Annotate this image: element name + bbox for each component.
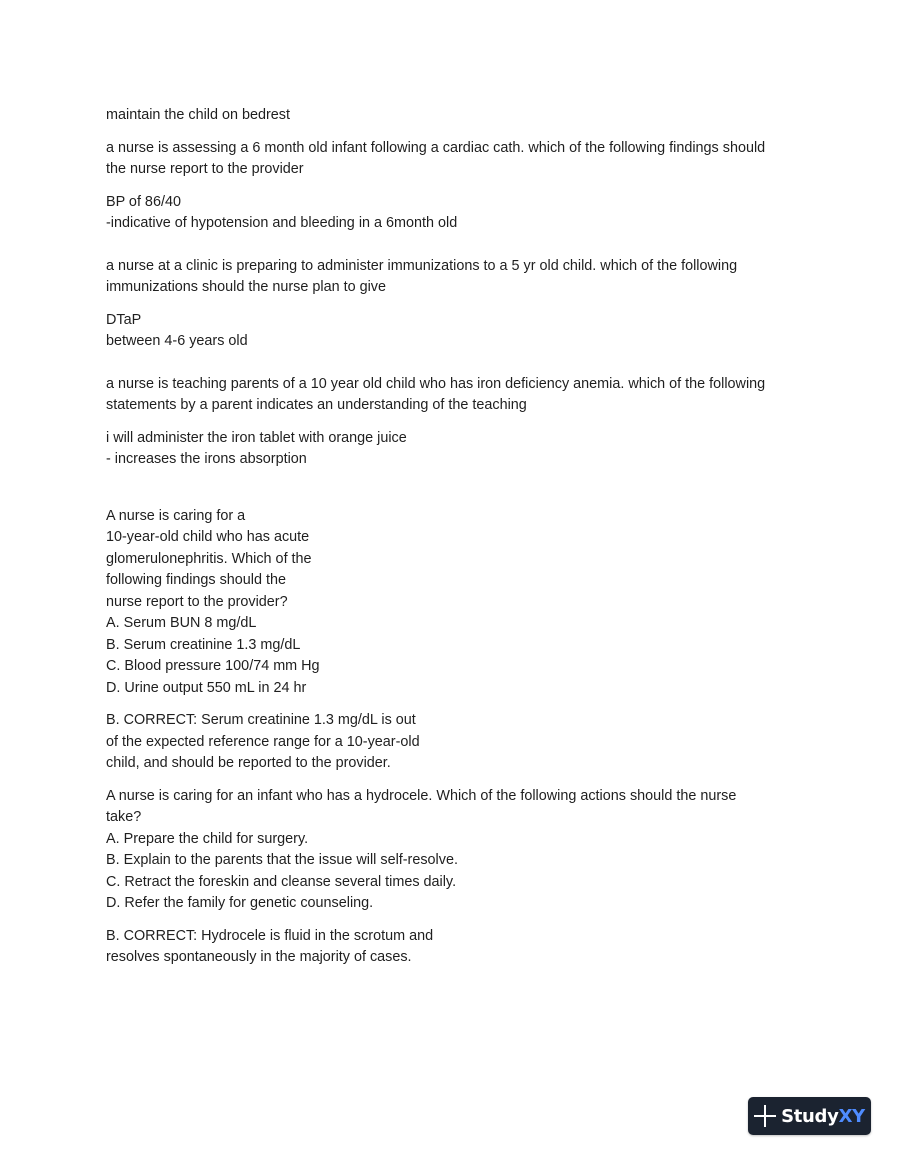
text-line: 10-year-old child who has acute: [106, 529, 310, 545]
text-line: the nurse report to the provider: [106, 161, 304, 177]
logo-text: [781, 1106, 865, 1127]
option-b: B. Serum creatinine 1.3 mg/dL: [106, 636, 301, 653]
question-cardiac-cath: [106, 138, 806, 181]
text-line: take?: [106, 809, 142, 825]
text-line: between 4-6 years old: [106, 333, 248, 349]
text-line: A nurse is caring for an infant who has a hydrocele. Which of the following actions should the nurse: [106, 787, 737, 804]
text-line: a nurse is teaching parents of a 10 year old child who has iron deficiency anemia. which of the following: [106, 375, 766, 392]
answer-immunizations: [106, 310, 806, 353]
option-a: A. Serum BUN 8 mg/dL: [106, 615, 257, 631]
plus-icon: [754, 1105, 776, 1127]
text-line: a nurse at a clinic is preparing to administer immunizations to a 5 yr old child. which of the following: [106, 257, 738, 274]
answer-glomerulonephritis: [106, 710, 806, 775]
text-line: BP of 86/40: [106, 193, 181, 210]
text-line: A nurse is caring for a: [106, 507, 246, 524]
spacer: [106, 482, 806, 506]
question-immunizations: [106, 256, 806, 299]
option-c: C. Retract the foreskin and cleanse several times daily.: [106, 873, 457, 890]
option-c: C. Blood pressure 100/74 mm Hg: [106, 658, 320, 674]
text-line: DTaP: [106, 311, 142, 328]
option-b: B. Explain to the parents that the issue will self-resolve.: [106, 852, 458, 868]
text-line: B. CORRECT: Hydrocele is fluid in the scrotum and: [106, 927, 434, 944]
studyxy-logo-badge[interactable]: [748, 1097, 871, 1135]
option-d: D. Refer the family for genetic counseling.: [106, 895, 374, 911]
question-hydrocele: [106, 786, 806, 915]
answer-hydrocele: [106, 926, 806, 969]
text-line: statements by a parent indicates an understanding of the teaching: [106, 397, 527, 413]
logo-text-main: Study: [781, 1105, 839, 1127]
logo-text-accent: XY: [838, 1105, 865, 1127]
text-line: -indicative of hypotension and bleeding in a 6month old: [106, 215, 458, 231]
question-glomerulonephritis: [106, 506, 806, 700]
text-line: a nurse is assessing a 6 month old infant following a cardiac cath. which of the following findings should: [106, 139, 766, 156]
text-block-bedrest: [106, 105, 806, 127]
text-line: maintain the child on bedrest: [106, 107, 290, 123]
answer-cardiac-cath: [106, 192, 806, 235]
spacer: [106, 364, 806, 374]
document-page: [106, 105, 806, 980]
text-line: nurse report to the provider?: [106, 593, 288, 610]
text-line: - increases the irons absorption: [106, 451, 307, 467]
text-line: resolves spontaneously in the majority of cases.: [106, 949, 412, 965]
text-line: glomerulonephritis. Which of the: [106, 550, 312, 567]
text-line: following findings should the: [106, 572, 287, 588]
text-line: of the expected reference range for a 10-year-old: [106, 733, 420, 750]
option-d: D. Urine output 550 mL in 24 hr: [106, 679, 307, 696]
text-line: i will administer the iron tablet with orange juice: [106, 429, 407, 446]
text-line: child, and should be reported to the provider.: [106, 755, 391, 771]
text-line: B. CORRECT: Serum creatinine 1.3 mg/dL is out: [106, 712, 416, 728]
answer-iron-deficiency: [106, 428, 806, 471]
spacer: [106, 246, 806, 256]
text-line: immunizations should the nurse plan to give: [106, 279, 386, 295]
option-a: A. Prepare the child for surgery.: [106, 830, 309, 847]
question-iron-deficiency: [106, 374, 806, 417]
